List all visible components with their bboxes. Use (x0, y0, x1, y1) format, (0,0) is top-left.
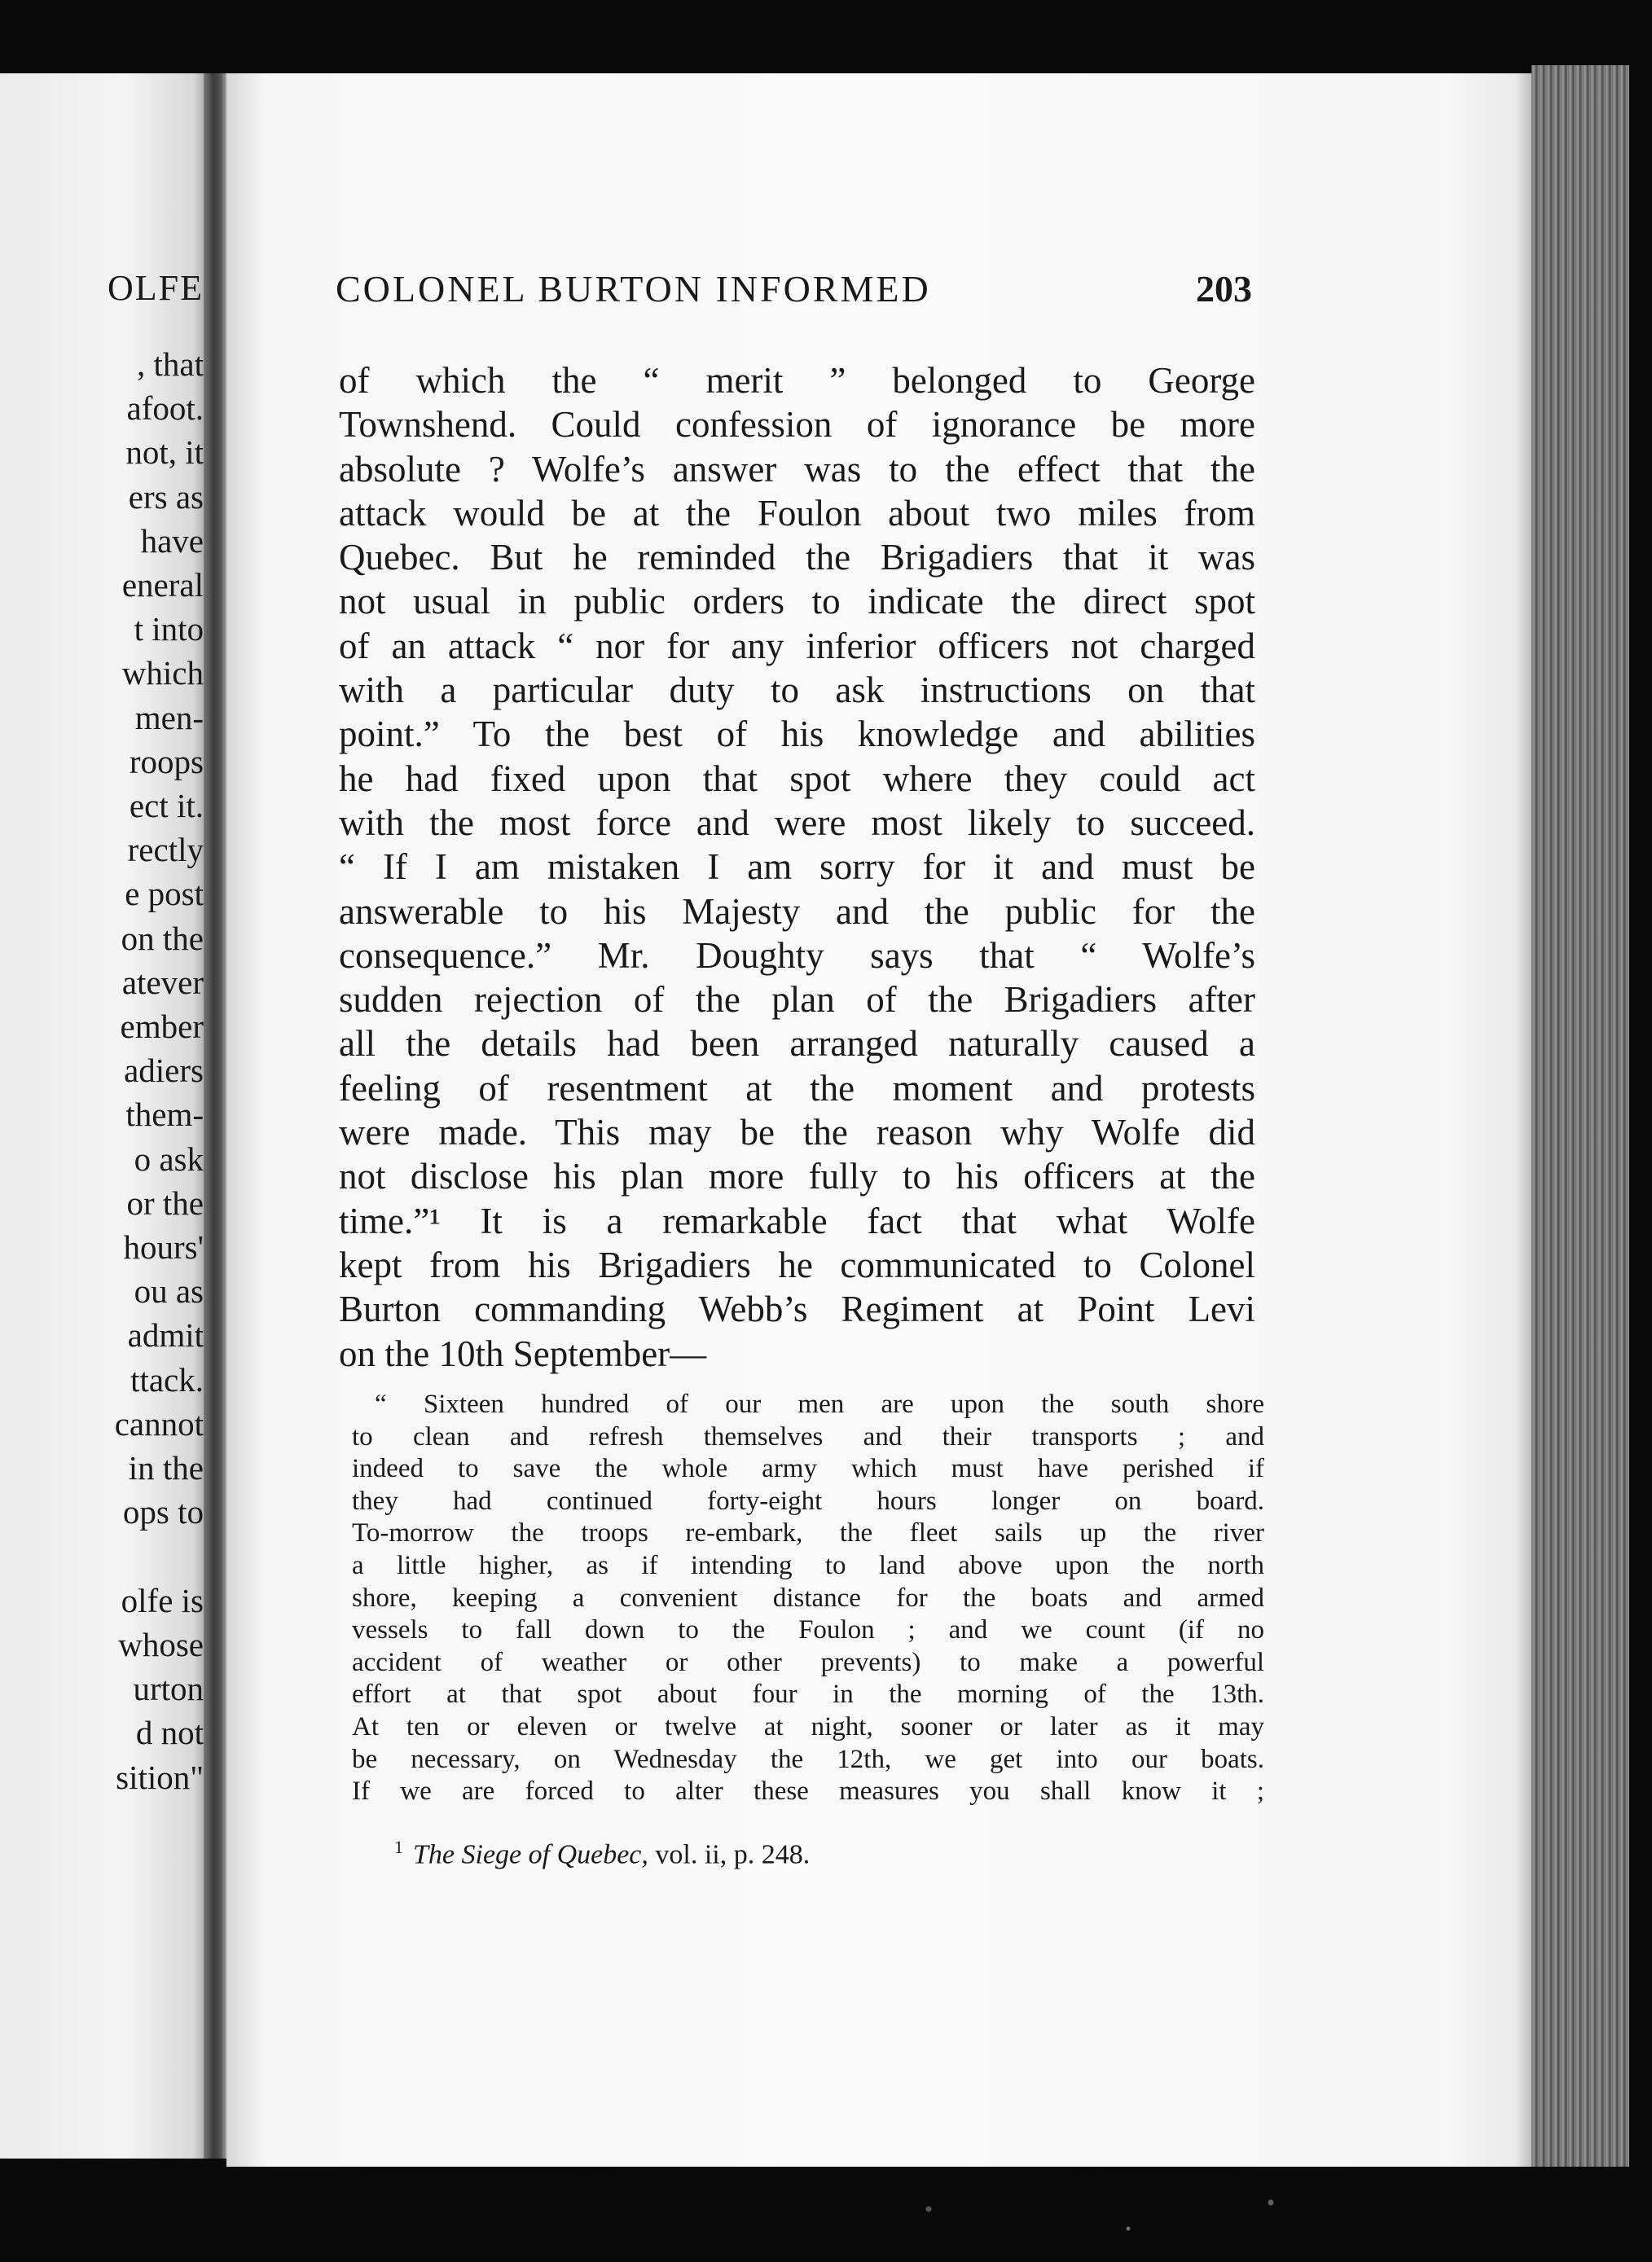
body-line: attack would be at the Foulon about two miles from (339, 492, 1255, 534)
quote-line: If we are forced to alter these measures you shall know it ; (352, 1777, 1264, 1807)
left-page-line: admit (127, 1316, 204, 1355)
left-page-line: e post (125, 875, 204, 913)
left-page-line: o ask (134, 1140, 204, 1178)
left-page-line: men- (134, 698, 204, 736)
body-line: time.”¹ It is a remarkable fact that what Wolfe (339, 1200, 1255, 1241)
body-line: Burton commanding Webb’s Regiment at Point Levi (339, 1289, 1255, 1330)
body-line: all the details had been arranged naturally caused a (339, 1023, 1255, 1065)
left-page-line: adiers (124, 1052, 204, 1090)
left-page-line: or the (126, 1184, 204, 1222)
body-line: on the 10th September— (339, 1333, 707, 1374)
body-line: feeling of resentment at the moment and protests (339, 1067, 1255, 1109)
left-page-line: cannot (114, 1404, 204, 1443)
left-page-line: d not (135, 1714, 204, 1752)
left-page-line: , that (137, 345, 204, 383)
body-line: he had fixed upon that spot where they could act (339, 758, 1255, 799)
left-page-text-fragments (115, 342, 204, 1799)
left-page-line: urton (133, 1670, 204, 1708)
body-line: absolute ? Wolfe’s answer was to the effect that the (339, 448, 1255, 490)
body-line: of which the “ merit ” belonged to George (339, 360, 1255, 401)
left-page-line: hours' (123, 1228, 204, 1267)
left-page-line: t into (134, 610, 204, 648)
left-page-line: afoot. (126, 389, 204, 428)
left-page-line: ttack. (130, 1360, 204, 1399)
quote-line: To-morrow the troops re-embark, the fleet sails up the river (352, 1518, 1264, 1548)
body-line: consequence.” Mr. Doughty says that “ Wolfe’s (339, 934, 1255, 976)
left-page-line: which (121, 654, 204, 692)
left-page-line: olfe is (121, 1581, 204, 1619)
running-head-title: COLONEL BURTON INFORMED (336, 268, 931, 310)
left-page-line: in the (128, 1449, 204, 1487)
body-line: Quebec. But he reminded the Brigadiers that it was (339, 537, 1255, 578)
body-line: not usual in public orders to indicate the direct spot (339, 581, 1255, 622)
quote-line: vessels to fall down to the Foulon ; and we count (if no (352, 1615, 1264, 1645)
book-gutter (204, 73, 228, 2159)
body-line: kept from his Brigadiers he communicated to Colonel (339, 1244, 1255, 1285)
left-page-line: ou as (134, 1272, 204, 1311)
left-page-line (115, 1534, 204, 1578)
running-head (336, 267, 1252, 316)
left-page-line: ers as (128, 477, 204, 516)
facing-left-page (0, 73, 210, 2159)
left-page-line: whose (118, 1625, 204, 1663)
body-paragraph (339, 358, 1255, 1376)
left-page-line: sition" (116, 1758, 204, 1796)
quote-line: effort at that spot about four in the morning of the 13th. (352, 1680, 1264, 1710)
quote-line: shore, keeping a convenient distance for the boats and armed (352, 1583, 1264, 1613)
left-page-line: ember (120, 1008, 204, 1046)
body-line: were made. This may be the reason why Wolfe did (339, 1112, 1255, 1153)
page-number: 203 (1196, 268, 1252, 310)
quote-line: to clean and refresh themselves and their transports ; and (352, 1421, 1264, 1452)
left-page-line: have (140, 521, 204, 560)
body-line: with the most force and were most likely to succeed. (339, 802, 1255, 843)
left-page-line: eneral (121, 566, 204, 604)
page-edges (1531, 65, 1629, 2167)
left-page-line: rectly (127, 831, 204, 869)
left-page-line: ops to (122, 1493, 204, 1531)
left-page-line: roops (129, 742, 204, 780)
quote-line: indeed to save the whole army which must have perished if (352, 1454, 1264, 1484)
footnote-marker: 1 (394, 1837, 403, 1857)
footnote (394, 1837, 810, 1870)
body-line: with a particular duty to ask instructions on that (339, 670, 1255, 711)
left-page-line: them- (125, 1096, 204, 1134)
body-line: “ If I am mistaken I am sorry for it and must be (339, 846, 1255, 888)
body-line: sudden rejection of the plan of the Brigadiers after (339, 979, 1255, 1021)
body-line: of an attack “ nor for any inferior officers not charged (339, 625, 1255, 666)
body-line: not disclose his plan more fully to his officers at the (339, 1156, 1255, 1197)
left-page-line: ect it. (129, 787, 204, 825)
scan-noise (815, 2183, 1385, 2248)
quote-line: they had continued forty-eight hours longer on board. (352, 1486, 1264, 1516)
body-line: point.” To the best of his knowledge and abilities (339, 714, 1255, 755)
quote-line: be necessary, on Wednesday the 12th, we get into our boats. (352, 1744, 1264, 1774)
quote-line: a little higher, as if intending to land above upon the north (352, 1550, 1264, 1580)
body-line: answerable to his Majesty and the public for the (339, 890, 1255, 932)
footnote-reference: vol. ii, p. 248. (655, 1839, 811, 1870)
left-page-header-fragment: OLFE (108, 268, 204, 308)
quote-line: At ten or eleven or twelve at night, sooner or later as it may (352, 1711, 1264, 1742)
left-page-line: not, it (125, 433, 204, 472)
quote-line: “ Sixteen hundred of our men are upon the south shore (375, 1390, 1264, 1419)
left-page-line: atever (121, 963, 204, 1001)
quote-line: accident of weather or other prevents) to make a powerful (352, 1647, 1264, 1677)
body-line: Townshend. Could confession of ignorance be more (339, 404, 1255, 446)
footnote-title: The Siege of Quebec, (413, 1839, 648, 1870)
left-page-line: on the (121, 919, 204, 957)
block-quote (352, 1389, 1264, 1808)
